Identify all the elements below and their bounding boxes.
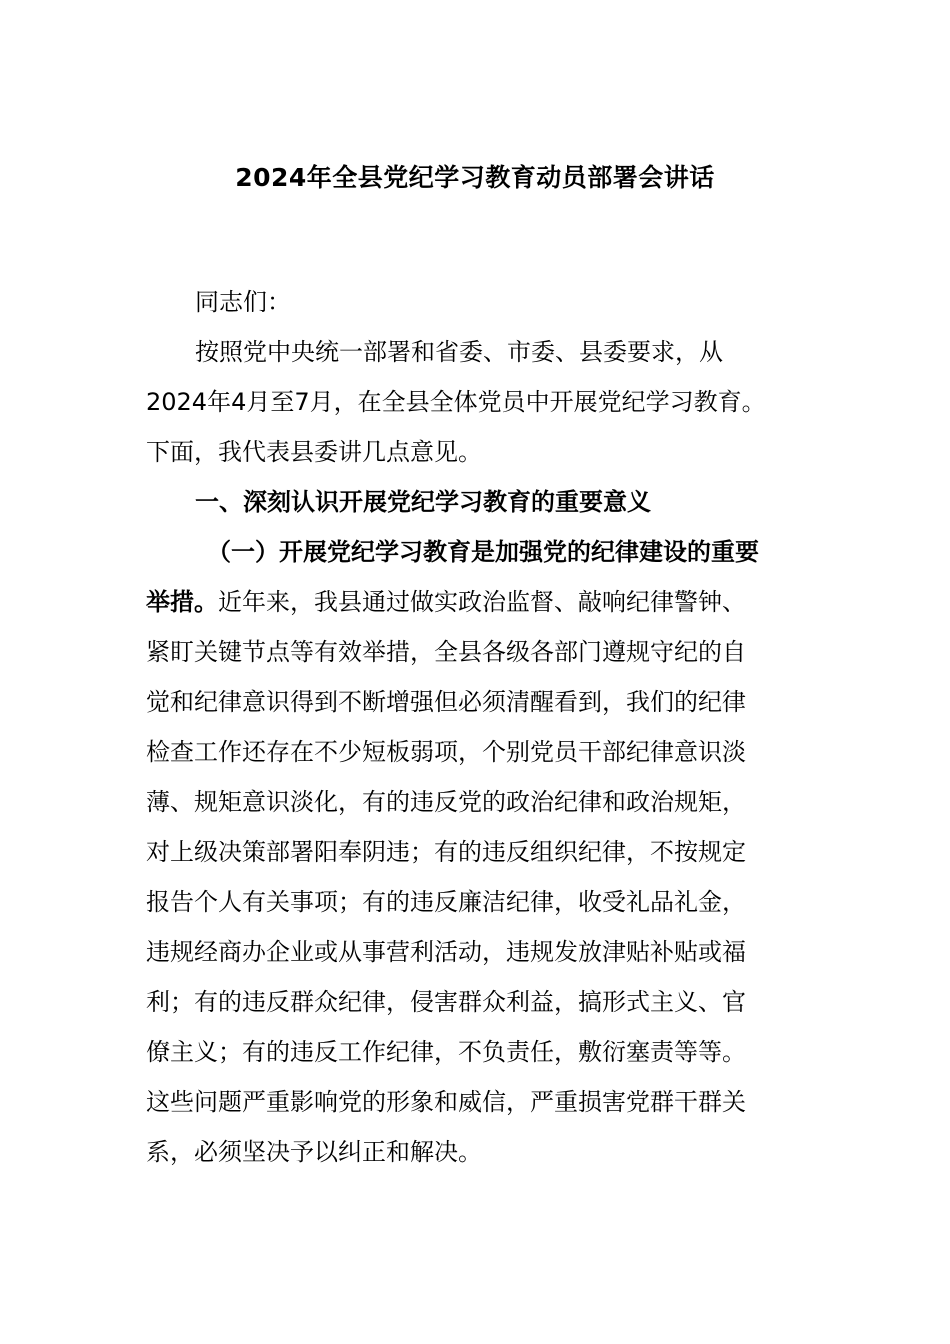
paragraph-line: 检查工作还存在不少短板弱项，个别党员干部纪律意识淡 xyxy=(146,738,746,766)
intro-line: 按照党中央统一部署和省委、市委、县委要求，从 xyxy=(195,338,723,366)
paragraph-line: 紧盯关键节点等有效举措，全县各级各部门遵规守纪的自 xyxy=(146,638,746,666)
paragraph-line: 这些问题严重影响党的形象和威信，严重损害党群干群关 xyxy=(146,1088,746,1116)
subsection-heading: （一）开展党纪学习教育是加强党的纪律建设的重要 xyxy=(207,538,759,566)
paragraph-text: 近年来，我县通过做实政治监督、敲响纪律警钟、 xyxy=(218,588,746,616)
paragraph-line: 利；有的违反群众纪律，侵害群众利益，搞形式主义、官 xyxy=(146,988,746,1016)
paragraph-line: 对上级决策部署阳奉阴违；有的违反组织纪律，不按规定 xyxy=(146,838,746,866)
paragraph-line: 薄、规矩意识淡化，有的违反党的政治纪律和政治规矩， xyxy=(146,788,746,816)
paragraph-line xyxy=(146,585,746,619)
section-heading: 一、深刻认识开展党纪学习教育的重要意义 xyxy=(195,488,651,516)
paragraph-line: 系，必须坚决予以纠正和解决。 xyxy=(146,1138,482,1166)
paragraph-line: 报告个人有关事项；有的违反廉洁纪律，收受礼品礼金， xyxy=(146,888,746,916)
intro-line: 下面，我代表县委讲几点意见。 xyxy=(146,438,482,466)
paragraph-line: 僚主义；有的违反工作纪律，不负责任，敷衍塞责等等。 xyxy=(146,1038,746,1066)
salutation: 同志们： xyxy=(195,288,291,316)
intro-line: 2024年4月至7月，在全县全体党员中开展党纪学习教育。 xyxy=(146,388,766,416)
document-title: 2024年全县党纪学习教育动员部署会讲话 xyxy=(235,163,715,192)
paragraph-line: 觉和纪律意识得到不断增强但必须清醒看到，我们的纪律 xyxy=(146,688,746,716)
paragraph-line: 违规经商办企业或从事营利活动，违规发放津贴补贴或福 xyxy=(146,938,746,966)
subsection-heading-end: 举措。 xyxy=(146,588,218,616)
